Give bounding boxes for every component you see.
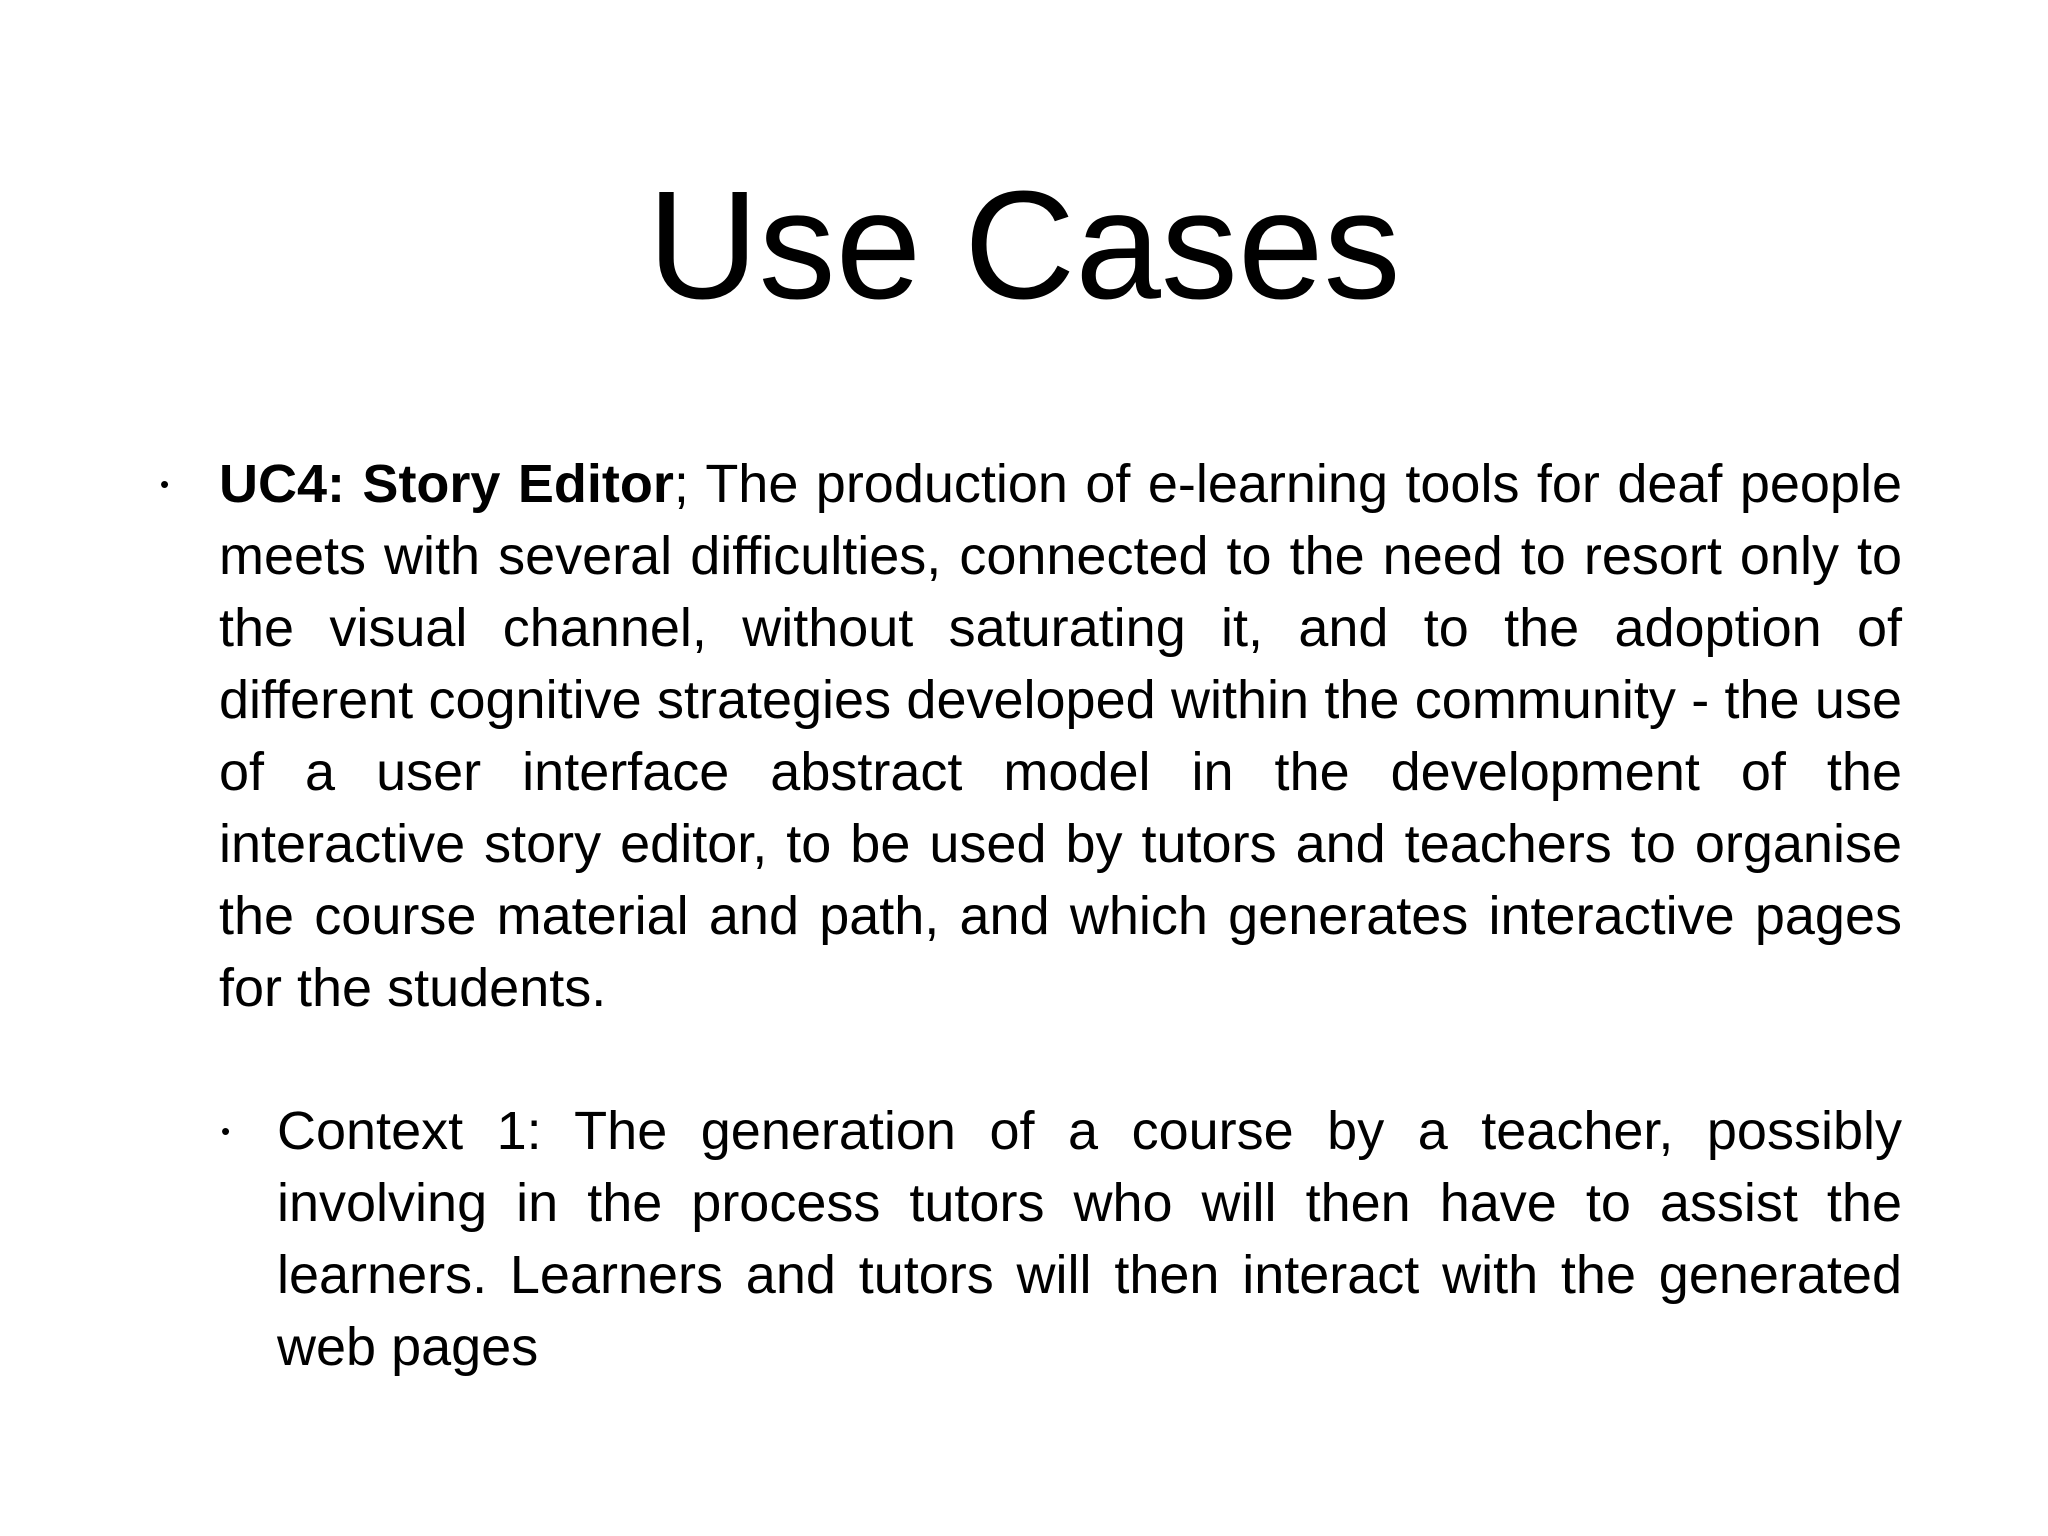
- bullet-marker: •: [160, 469, 170, 499]
- bullet-body-text: ; The production of e-learning tools for deaf people meets with several difficulties, connected to the need to resort only to the visual channel, without saturating it, and to the adoption of different cognitive strategies developed within the community - the use of a user interface abstract model in the development of the interactive story editor, to be used by tutors and teachers to organise the course material and path, and which generates interactive pages for the students.: [219, 454, 1902, 1018]
- slide-title: Use Cases: [647, 159, 1401, 331]
- sub-bullet-marker: •: [221, 1116, 231, 1146]
- bullet-lead-text: UC4: Story Editor: [219, 454, 674, 514]
- bullet-uc4-story-editor: [219, 448, 1902, 1024]
- sub-bullet-context-1: [277, 1095, 1902, 1383]
- sub-bullet-text: Context 1: The generation of a course by a teacher, possibly involving in the process tutors who will then have to assist the learners. Learners and tutors will then interact with the generated web pages: [277, 1101, 1902, 1377]
